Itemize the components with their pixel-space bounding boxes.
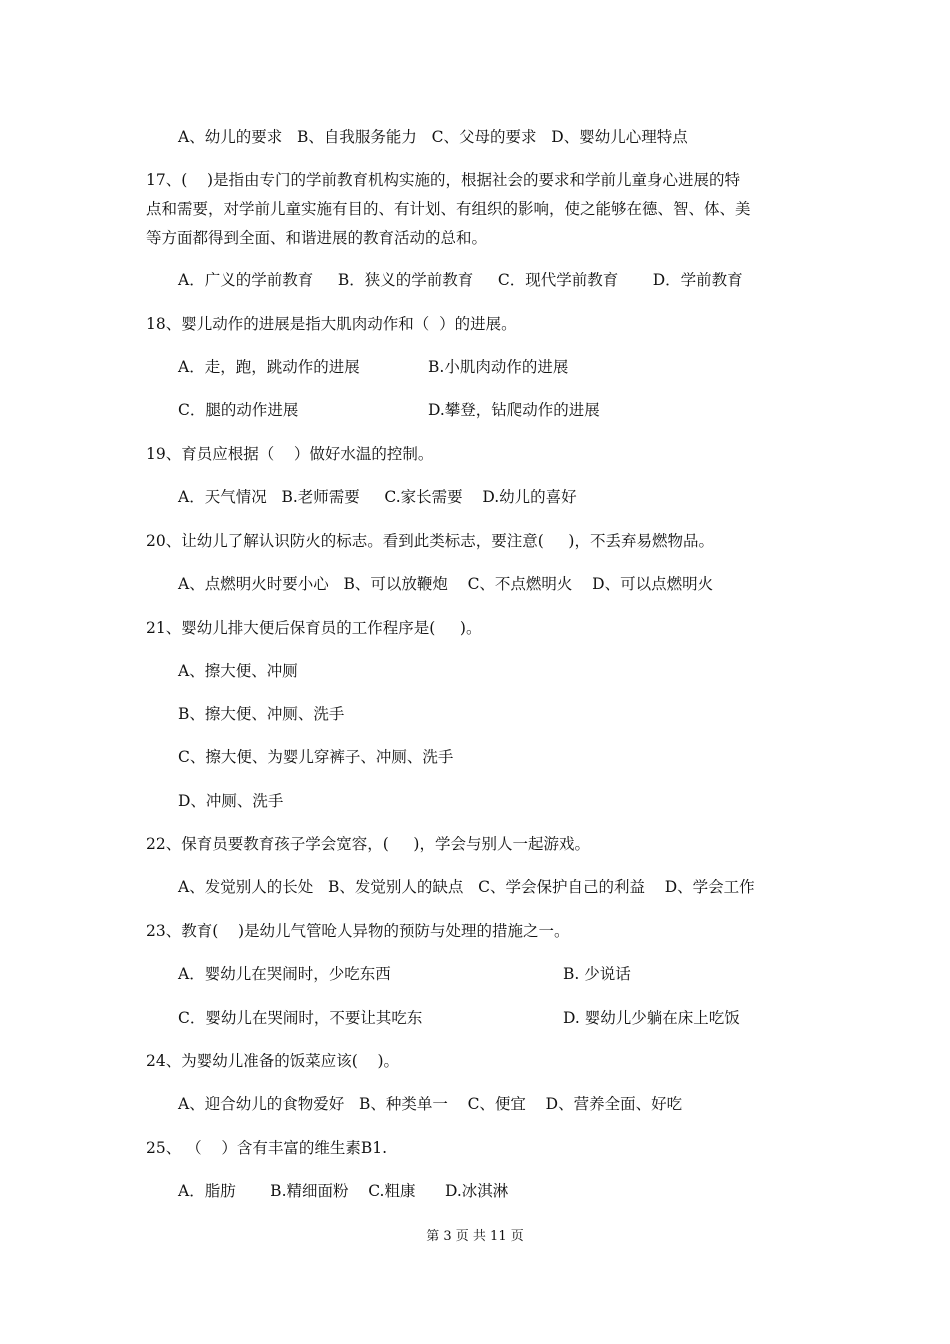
q18-stem: 18、婴儿动作的进展是指大肌肉动作和（ ）的进展。: [146, 315, 517, 333]
q25-options: A．脂肪 B.精细面粉 C.粗康 D.冰淇淋: [178, 1182, 509, 1200]
q18-option-b: B.小肌肉动作的进展: [428, 358, 569, 376]
q22-options: A、发觉别人的长处 B、发觉别人的缺点 C、学会保护自己的利益 D、学会工作: [178, 878, 755, 896]
q18-option-a: A．走，跑，跳动作的进展: [178, 358, 360, 376]
q23-option-d: D. 婴幼儿少躺在床上吃饭: [563, 1009, 740, 1027]
q23-option-c: C．婴幼儿在哭闹时，不要让其吃东: [178, 1009, 423, 1027]
q21-option-d: D、冲厕、洗手: [178, 792, 284, 810]
q24-stem: 24、为婴幼儿准备的饭菜应该( )。: [146, 1052, 400, 1070]
q20-stem: 20、让幼儿了解认识防火的标志。看到此类标志，要注意( )，不丢弃易燃物品。: [146, 532, 714, 550]
q17-options: A．广义的学前教育 B．狭义的学前教育 C．现代学前教育 D．学前教育: [178, 271, 743, 289]
q21-stem: 21、婴幼儿排大便后保育员的工作程序是( )。: [146, 619, 482, 637]
q23-option-b: B. 少说话: [563, 965, 631, 983]
q21-option-b: B、擦大便、冲厕、洗手: [178, 705, 345, 723]
q16-options: A、幼儿的要求 B、自我服务能力 C、父母的要求 D、婴幼儿心理特点: [178, 128, 688, 146]
q18-option-c: C．腿的动作进展: [178, 401, 299, 419]
q25-stem: 25、 （ ）含有丰富的维生素B1.: [146, 1139, 388, 1157]
q21-option-a: A、擦大便、冲厕: [178, 662, 298, 680]
q17-stem-line1: 17、( )是指由专门的学前教育机构实施的，根据社会的要求和学前儿童身心进展的特: [146, 171, 741, 189]
q23-stem: 23、教育( )是幼儿气管呛人异物的预防与处理的措施之一。: [146, 922, 570, 940]
q17-stem-line2: 点和需要，对学前儿童实施有目的、有计划、有组织的影响，使之能够在德、智、体、美: [146, 200, 751, 218]
q17-stem-line3: 等方面都得到全面、和谐进展的教育活动的总和。: [146, 229, 488, 247]
q22-stem: 22、保育员要教育孩子学会宽容，( )，学会与别人一起游戏。: [146, 835, 590, 853]
q24-options: A、迎合幼儿的食物爱好 B、种类单一 C、便宜 D、营养全面、好吃: [178, 1095, 683, 1113]
page-number-footer: 第 3 页 共 11 页: [426, 1229, 524, 1244]
q20-options: A、点燃明火时要小心 B、可以放鞭炮 C、不点燃明火 D、可以点燃明火: [178, 575, 714, 593]
q21-option-c: C、擦大便、为婴儿穿裤子、冲厕、洗手: [178, 748, 454, 766]
q19-options: A．天气情况 B.老师需要 C.家长需要 D.幼儿的喜好: [178, 488, 577, 506]
q23-option-a: A．婴幼儿在哭闹时，少吃东西: [178, 965, 391, 983]
q18-option-d: D.攀登，钻爬动作的进展: [428, 401, 600, 419]
q19-stem: 19、育员应根据（ ）做好水温的控制。: [146, 445, 434, 463]
